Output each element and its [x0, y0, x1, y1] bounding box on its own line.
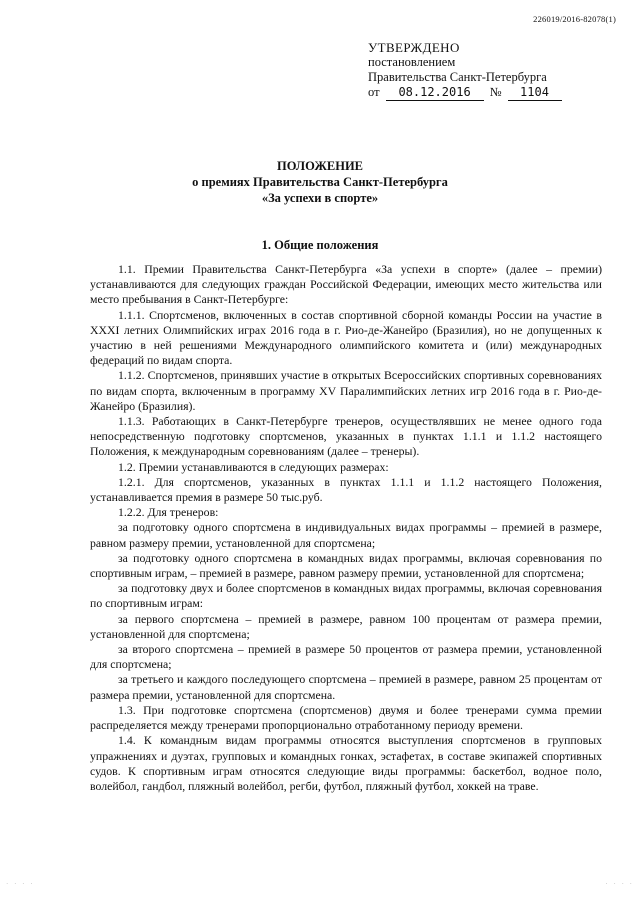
title-line-3: «За успехи в спорте»: [261, 191, 379, 205]
paragraph: 1.2.1. Для спортсменов, указанных в пунктах 1.1.1 и 1.1.2 настоящего Положения, устанавливается премия в размере 50 тыс.руб.: [90, 474, 602, 505]
approval-block: [368, 40, 562, 101]
paragraph: 1.1.2. Спортсменов, принявших участие в открытых Всероссийских спортивных соревнованиях по видам спорта, включенным в программу XV Паралимпийских летних игр 2016 года в г. Рио-де-Жанейро (Бразилия).: [90, 368, 602, 413]
paragraph: за второго спортсмена – премией в размере 50 процентов от размера премии, установленной для спортсмена;: [90, 642, 602, 672]
paragraph: 1.4. К командным видам программы относятся выступления спортсменов в групповых упражнениях и дуэтах, групповых и командных гонках, эстафетах, в составе экипажей спортивных судов. К спортивным играм относятся следующие виды программы: баскетбол, водное поло, волейбол, гандбол, пляжный волейбол, регби, футбол, пляжный футбол, хоккей на траве.: [90, 733, 602, 793]
title-line-2: о премиях Правительства Санкт-Петербурга: [192, 175, 448, 189]
paragraph: за первого спортсмена – премией в размере, равном 100 процентам от размера премии, установленной для спортсмена;: [90, 611, 602, 641]
approval-number: 1104: [508, 85, 562, 101]
scan-mark-left: · · · ·: [6, 880, 35, 888]
scan-edge-marks: [6, 880, 634, 888]
document-body: [90, 262, 602, 794]
title-line-1: ПОЛОЖЕНИЕ: [276, 159, 364, 173]
paragraph: за третьего и каждого последующего спортсмена – премией в размере, равном 25 процентам от размера премии, установленной для спортсмена.: [90, 672, 602, 702]
number-label: №: [489, 85, 502, 99]
document-title: [0, 158, 640, 206]
approval-date: 08.12.2016: [386, 85, 484, 101]
paragraph: 1.2.2. Для тренеров:: [118, 505, 219, 520]
paragraph: 1.3. При подготовке спортсмена (спортсменов) двумя и более тренерами сумма премии распределяется между тренерами пропорционально отработанному периоду времени.: [90, 702, 602, 733]
approval-date-row: [368, 85, 562, 101]
paragraph: 1.1.3. Работающих в Санкт-Петербурге тренеров, осуществлявших не менее одного года непосредственную подготовку спортсменов, указанных в пунктах 1.1.1 и 1.1.2 настоящего Положения, к международным соревнованиям (далее – тренеры).: [90, 414, 602, 459]
approval-line-1: постановлением: [368, 55, 456, 69]
paragraph: 1.1. Премии Правительства Санкт-Петербурга «За успехи в спорте» (далее – премии) устанавливаются для следующих граждан Российской Федерации, имеющих место жительства или место пребывания в Санкт-Петербурге:: [90, 262, 602, 307]
approval-heading: УТВЕРЖДЕНО: [368, 40, 460, 55]
paragraph: за подготовку одного спортсмена в индивидуальных видах программы – премией в размере, равном размеру премии, установленной для спортсмена;: [90, 520, 602, 550]
paragraph: за подготовку одного спортсмена в командных видах программы, включая соревнования по спортивным играм, – премией в размере, равном размеру премии, установленной для спортсмена;: [90, 550, 602, 581]
document-number: 226019/2016-82078(1): [533, 14, 616, 24]
approval-line-2: Правительства Санкт-Петербурга: [368, 70, 547, 84]
paragraph: 1.1.1. Спортсменов, включенных в состав спортивной сборной команды России на участие в XXXI летних Олимпийских играх 2016 года в г. Рио-де-Жанейро (Бразилия), но не допущенных к участию в ней решениями Международного олимпийского комитета и (или) международных федераций по видам спорта.: [90, 307, 602, 368]
paragraph: 1.2. Премии устанавливаются в следующих размерах:: [118, 459, 389, 474]
scan-mark-right: · · · ·: [605, 880, 634, 888]
section-heading: 1. Общие положения: [261, 238, 379, 252]
from-label: от: [368, 85, 380, 99]
paragraph: за подготовку двух и более спортсменов в командных видах программы, включая соревнования по спортивным играм:: [90, 581, 602, 611]
